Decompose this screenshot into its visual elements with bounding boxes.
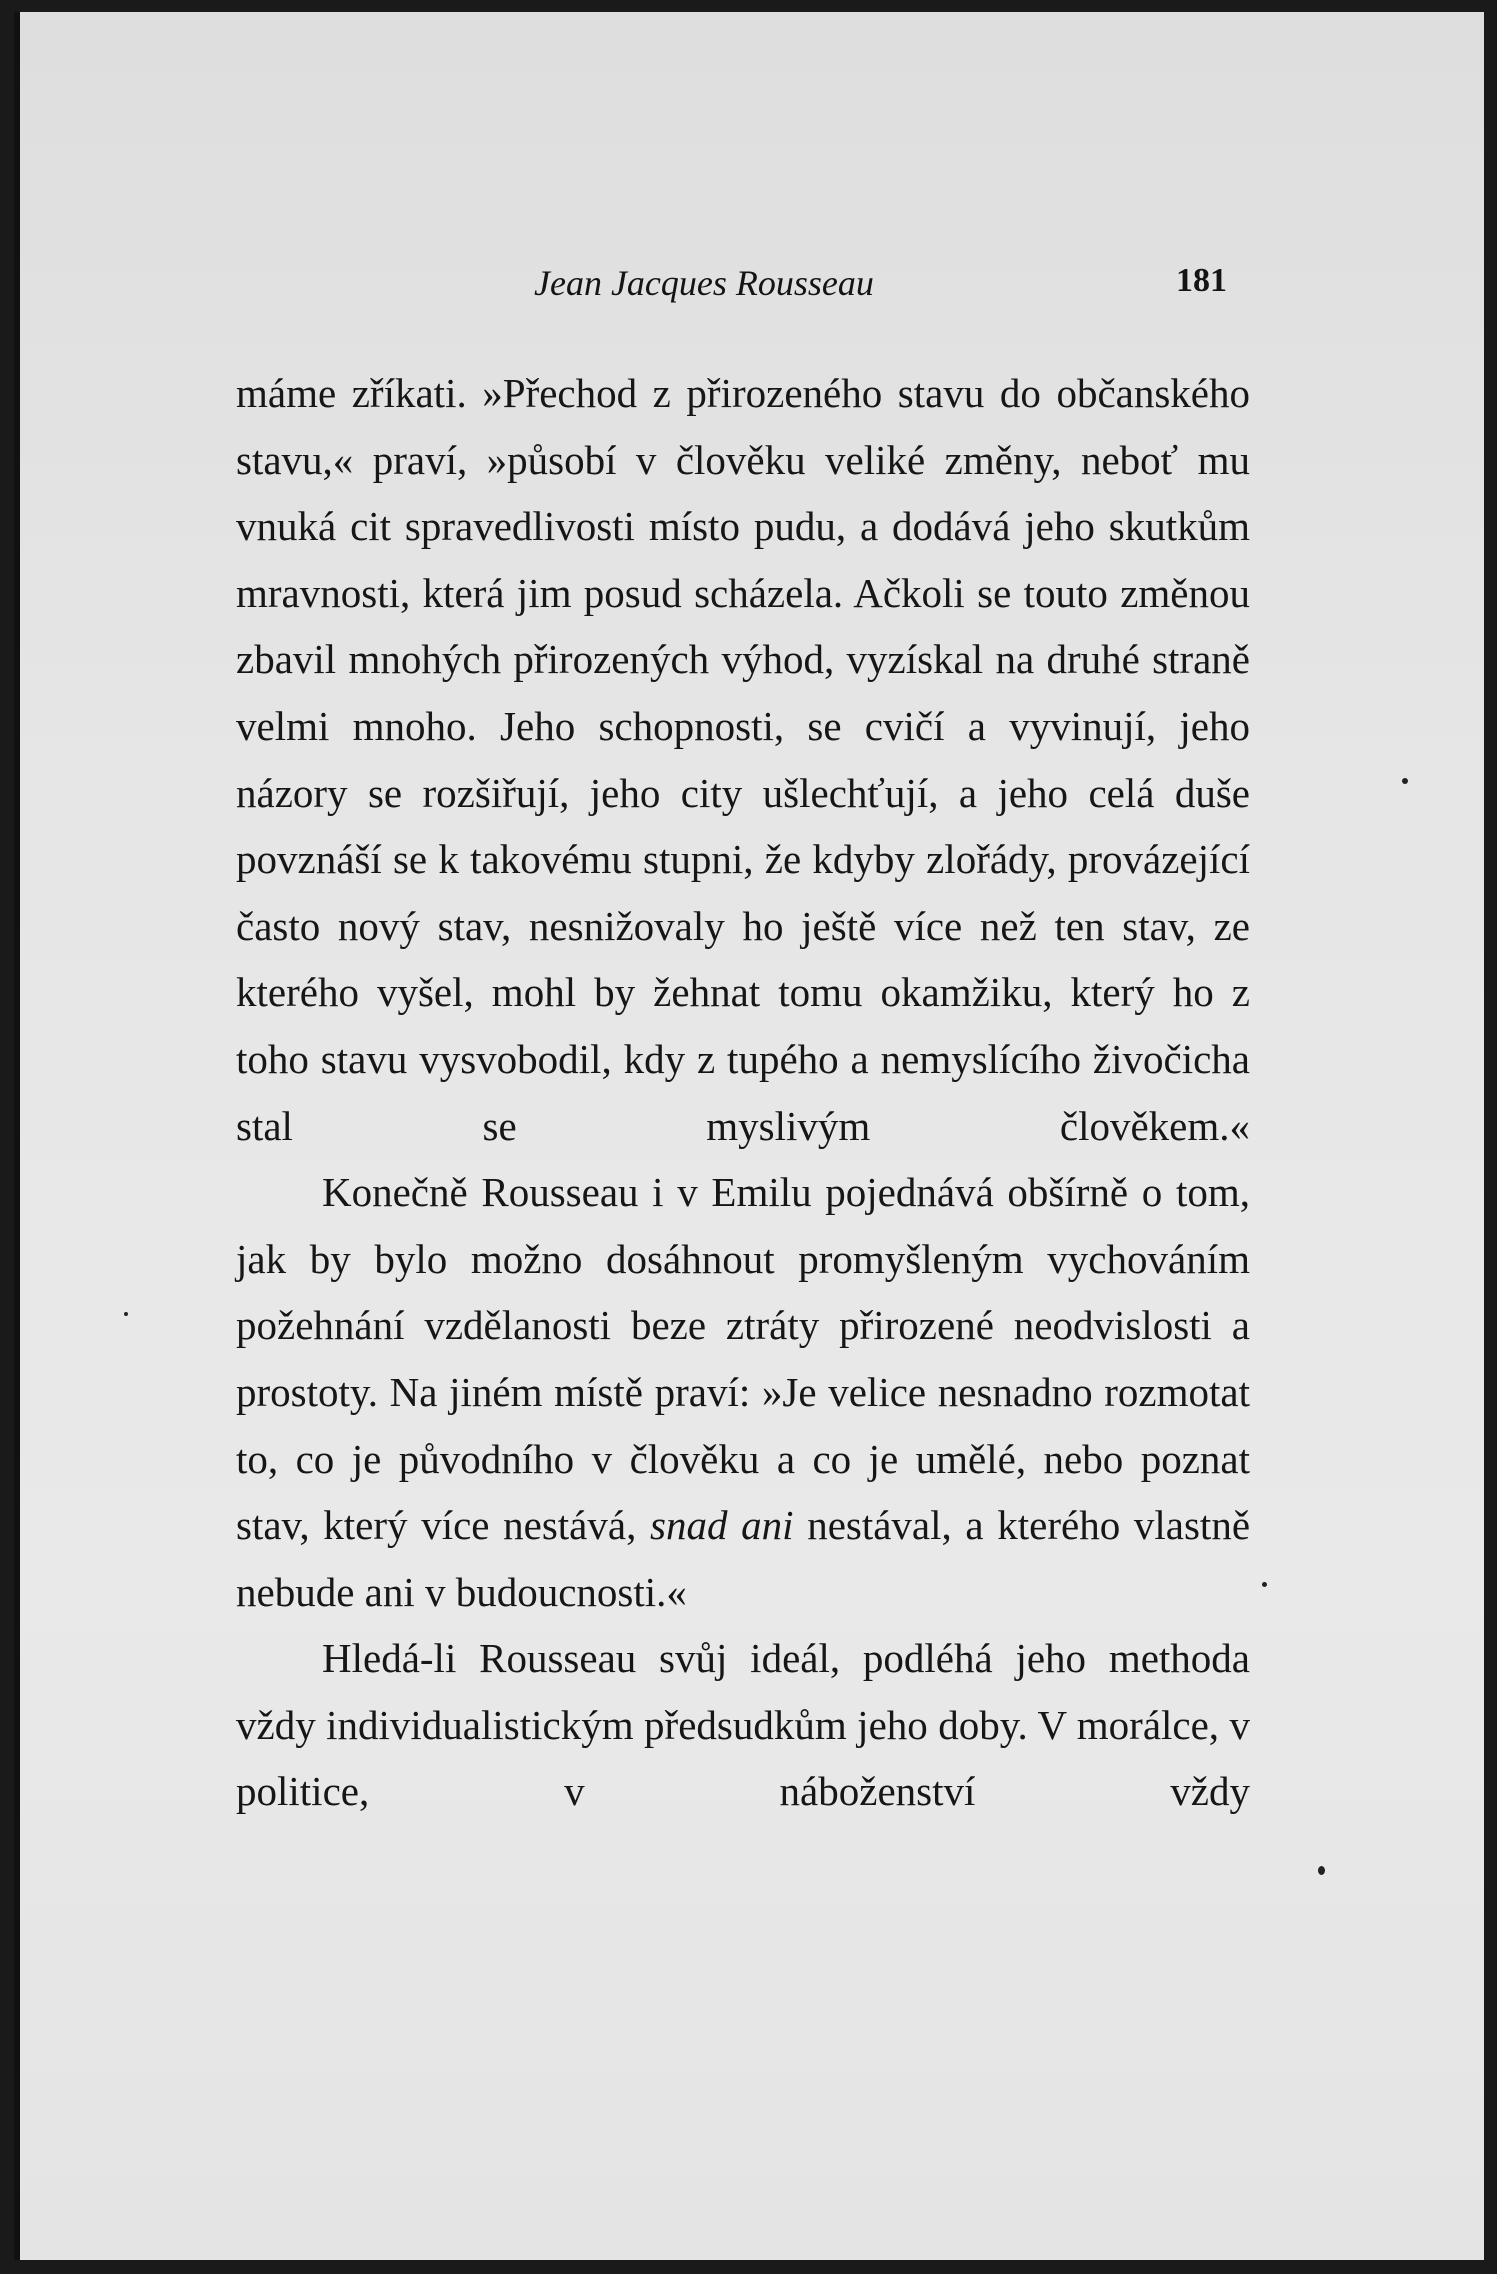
- paragraph-2-italic: snad ani: [650, 1502, 794, 1549]
- book-page: [14, 12, 1484, 2260]
- body-text: [236, 360, 1250, 1825]
- scan-speck: [1262, 1582, 1267, 1587]
- scan-speck: [1402, 778, 1408, 784]
- running-title: Jean Jacques Rousseau: [534, 263, 874, 303]
- paragraph-2-text-after: nestával, a kterého vlastně nebude ani v budoucnosti.«: [236, 1502, 1251, 1615]
- page-header: [14, 262, 1484, 322]
- scan-speck: [124, 1312, 128, 1316]
- scan-edge: [14, 12, 20, 2260]
- paragraph-3: Hledá-li Rousseau svůj ideál, podléhá jeho methoda vždy individualistickým předsudkům jeho doby. V morálce, v politice, v náboženství vždy: [236, 1635, 1250, 1815]
- scan-speck: [1318, 1866, 1325, 1875]
- paragraph-1: máme zříkati. »Přechod z přirozeného stavu do občanského stavu,« praví, »působí v člověku veliké změny, neboť mu vnuká cit spravedlivosti místo pudu, a dodává jeho skutkům mravnosti, která jim posud scházela. Ačkoli se touto změnou zbavil mnohých přirozených výhod, vyzískal na druhé straně velmi mnoho. Jeho schopnosti, se cvičí a vyvinují, jeho názory se rozšiřují, jeho city ušlechťují, a jeho celá duše povznáší se k takovému stupni, že kdyby zlořády, provázející často nový stav, nesnižovaly ho ještě více než ten stav, ze kterého vyšel, mohl by žehnat tomu okamžiku, který ho z toho stavu vysvobodil, kdy z tupého a nemyslícího živočicha stal se myslivým člověkem.«: [236, 370, 1250, 1149]
- paragraph-2-text-before: Konečně Rousseau i v Emilu pojednává obšírně o tom, jak by bylo možno dosáhnout promyšleným vychováním požehnání vzdělanosti beze ztráty přirozené neodvislosti a prostoty. Na jiném místě praví: »Je velice nesnadno rozmotat to, co je původního v člověku a co je umělé, nebo poznat stav, který více nestává,: [236, 1169, 1250, 1549]
- paragraph-2: [236, 1159, 1250, 1625]
- page-number: 181: [1176, 262, 1227, 299]
